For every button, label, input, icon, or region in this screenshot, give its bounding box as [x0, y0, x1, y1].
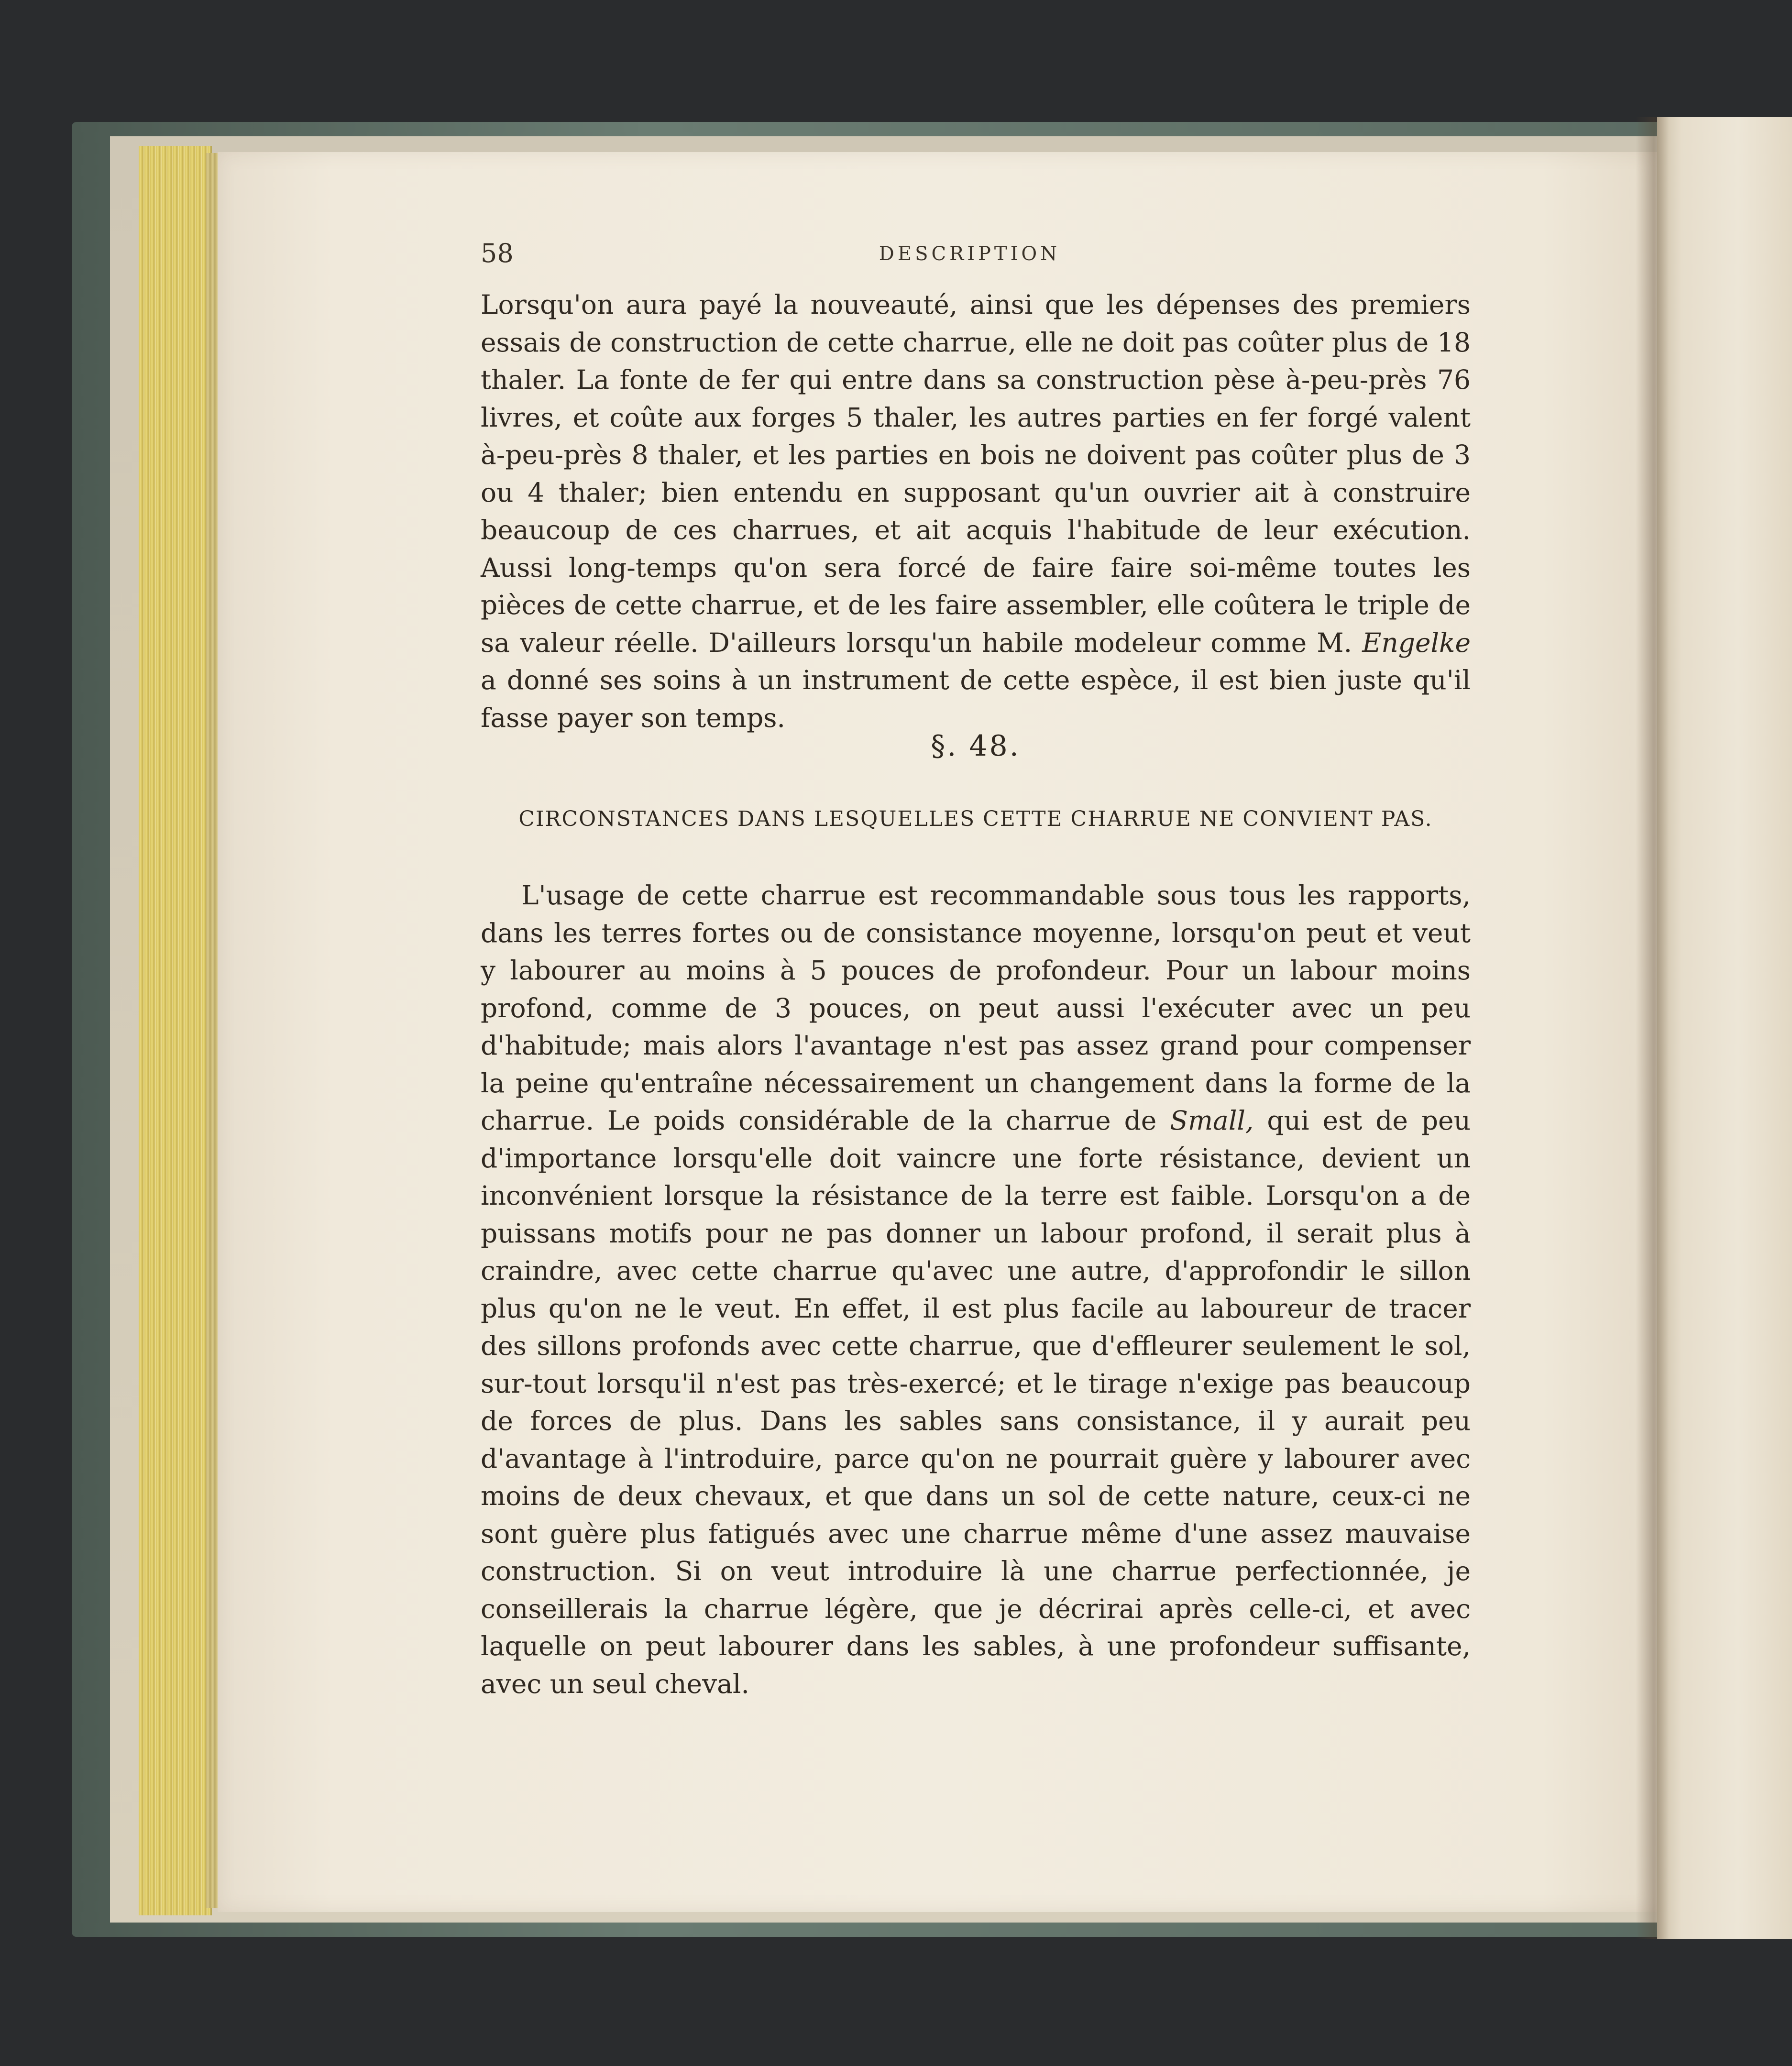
- running-head: DESCRIPTION: [879, 243, 1061, 265]
- facing-page: [1657, 117, 1792, 1939]
- page-number: 58: [481, 238, 514, 268]
- paragraph-2-text-a: L'usage de cette charrue est recommandable sous tous les rapports, dans les terres fortes ou de consistance moyenne, lorsqu'on peut et veut y labourer au moins à 5 pouces de profondeur. Pour un labour moins profond, comme de 3 pouces, on peut aussi l'exécuter avec un peu d'habitude; mais alors l'avantage n'est pas assez grand pour compenser la peine qu'entraîne nécessairement un changement dans la forme de la charrue. Le poids considérable de la charrue de: [481, 880, 1471, 1136]
- paragraph-2: [481, 877, 1471, 1703]
- paragraph-2-text-b: qui est de peu d'importance lorsqu'elle doit vaincre une forte résistance, devient un inconvénient lorsque la résistance de la terre est faible. Lorsqu'on a de puissans motifs pour ne pas donner un labour profond, il serait plus à craindre, avec cette charrue qu'avec une autre, d'approfondir le sillon plus qu'on ne le veut. En effet, il est plus facile au laboureur de tracer des sillons profonds avec cette charrue, que d'effleurer seulement le sol, sur-tout lorsqu'il n'est pas très-exercé; et le tirage n'exige pas beaucoup de forces de plus. Dans les sables sans consistance, il y aurait peu d'avantage à l'introduire, parce qu'on ne pourrait guère y labourer avec moins de deux chevaux, et que dans un sol de cette nature, ceux-ci ne sont guère plus fatigués avec une charrue même d'une assez mauvaise construction. Si on veut introduire là une charrue perfectionnée, je conseillerais la charrue légère, que je décrirai après celle-ci, et avec laquelle on peut labourer dans les sables, à une profondeur suffisante, avec un seul cheval.: [481, 1105, 1471, 1699]
- paragraph-1-name: Engelke: [1362, 627, 1471, 658]
- paragraph-1: [481, 286, 1471, 736]
- page-edges: [139, 146, 212, 1915]
- paragraph-2-name: Small,: [1170, 1105, 1254, 1136]
- section-number: §. 48.: [931, 729, 1021, 763]
- paragraph-1-text-b: a donné ses soins à un instrument de cette espèce, il est bien juste qu'il fasse payer son temps.: [481, 665, 1471, 733]
- paragraph-1-text-a: Lorsqu'on aura payé la nouveauté, ainsi que les dépenses des premiers essais de construction de cette charrue, elle ne doit pas coûter plus de 18 thaler. La fonte de fer qui entre dans sa construction pèse à-peu-près 76 livres, et coûte aux forges 5 thaler, les autres parties en fer forgé valent à-peu-près 8 thaler, et les parties en bois ne doivent pas coûter plus de 3 ou 4 thaler; bien entendu en supposant qu'un ouvrier ait à construire beaucoup de ces charrues, et ait acquis l'habitude de leur exécution. Aussi long-temps qu'on sera forcé de faire faire soi-même toutes les pièces de cette charrue, et de les faire assembler, elle coûtera le triple de sa valeur réelle. D'ailleurs lorsqu'un habile modeleur comme M.: [481, 289, 1471, 658]
- page-header: [481, 238, 1459, 272]
- gutter-shadow: [1636, 117, 1669, 1939]
- section-title: CIRCONSTANCES DANS LESQUELLES CETTE CHARRUE NE CONVIENT PAS.: [518, 807, 1433, 831]
